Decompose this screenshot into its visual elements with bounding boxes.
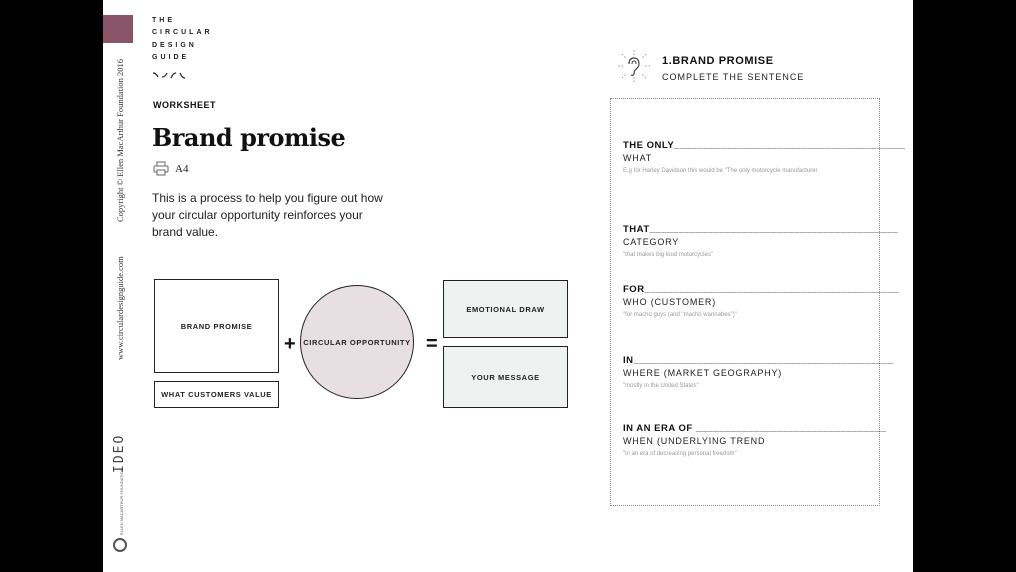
copyright-text: Copyright © Ellen MacArthur Foundation 2016 — [115, 59, 125, 222]
description: This is a process to help you figure out how your circular opportunity reinforces your brand value. — [152, 191, 383, 239]
section-label: WHERE (MARKET GEOGRAPHY) — [623, 368, 783, 378]
section-heading: FOR____________________________________________ — [623, 284, 900, 295]
logo-squiggle-icon — [152, 70, 188, 80]
section-label: WHEN (UNDERLYING TREND — [623, 436, 766, 446]
plus-sign: + — [284, 333, 296, 355]
brand-promise-box: BRAND PROMISE — [154, 279, 279, 373]
sentence-section-the-only[interactable] — [623, 140, 906, 174]
logo-line: CIRCULAR — [152, 29, 213, 37]
section-example: "mostly in the United States" — [623, 383, 699, 389]
logo-line: GUIDE — [152, 53, 190, 61]
website-link[interactable]: www.circulardesignguide.com — [115, 256, 125, 360]
section-label: CATEGORY — [623, 237, 680, 247]
sentence-section-in[interactable] — [623, 355, 894, 389]
section-example: "in an era of decreasing personal freedom" — [623, 451, 737, 457]
sentence-section-era[interactable] — [623, 423, 887, 457]
brand-color-block — [103, 15, 133, 43]
logo-line: DESIGN — [152, 41, 197, 49]
paper-size: A4 — [175, 163, 189, 175]
section-example: E.g for Harley Davidson this would be "The only motorcycle manufacturer — [623, 168, 818, 174]
ideo-logo: IDEO — [112, 433, 127, 473]
section-heading: THE ONLY________________________________________ — [623, 140, 906, 151]
emf-logo-icon — [113, 538, 127, 552]
worksheet-page — [103, 0, 913, 572]
customers-value-box: WHAT CUSTOMERS VALUE — [154, 381, 279, 408]
logo-line: THE — [152, 17, 175, 24]
emotional-draw-box: EMOTIONAL DRAW — [443, 280, 568, 338]
emf-logo-text: ELLEN MACARTHUR FOUNDATION — [119, 468, 124, 535]
section-heading: IN_____________________________________________ — [623, 355, 894, 366]
ear-icon — [617, 49, 651, 83]
section-heading: THAT___________________________________________ — [623, 224, 899, 235]
your-message-box: YOUR MESSAGE — [443, 346, 568, 408]
circular-design-guide-logo — [152, 15, 213, 64]
section-example: "that makes big loud motorcycles" — [623, 252, 713, 258]
sentence-section-that[interactable] — [623, 224, 899, 258]
worksheet-label: WORKSHEET — [153, 100, 216, 110]
printer-icon[interactable] — [153, 161, 169, 176]
sentence-section-for[interactable] — [623, 284, 900, 318]
section-label: WHO (CUSTOMER) — [623, 297, 717, 307]
page-title: Brand promise — [152, 123, 346, 152]
section-subtitle: COMPLETE THE SENTENCE — [662, 72, 805, 82]
section-title: 1.BRAND PROMISE — [662, 55, 774, 67]
section-example: "for macho guys (and "macho wannabes")" — [623, 312, 737, 318]
section-heading: IN AN ERA OF _________________________________ — [623, 423, 887, 434]
equals-sign: = — [426, 333, 438, 355]
section-label: WHAT — [623, 153, 653, 163]
circular-opportunity-circle: CIRCULAR OPPORTUNITY — [300, 285, 414, 399]
